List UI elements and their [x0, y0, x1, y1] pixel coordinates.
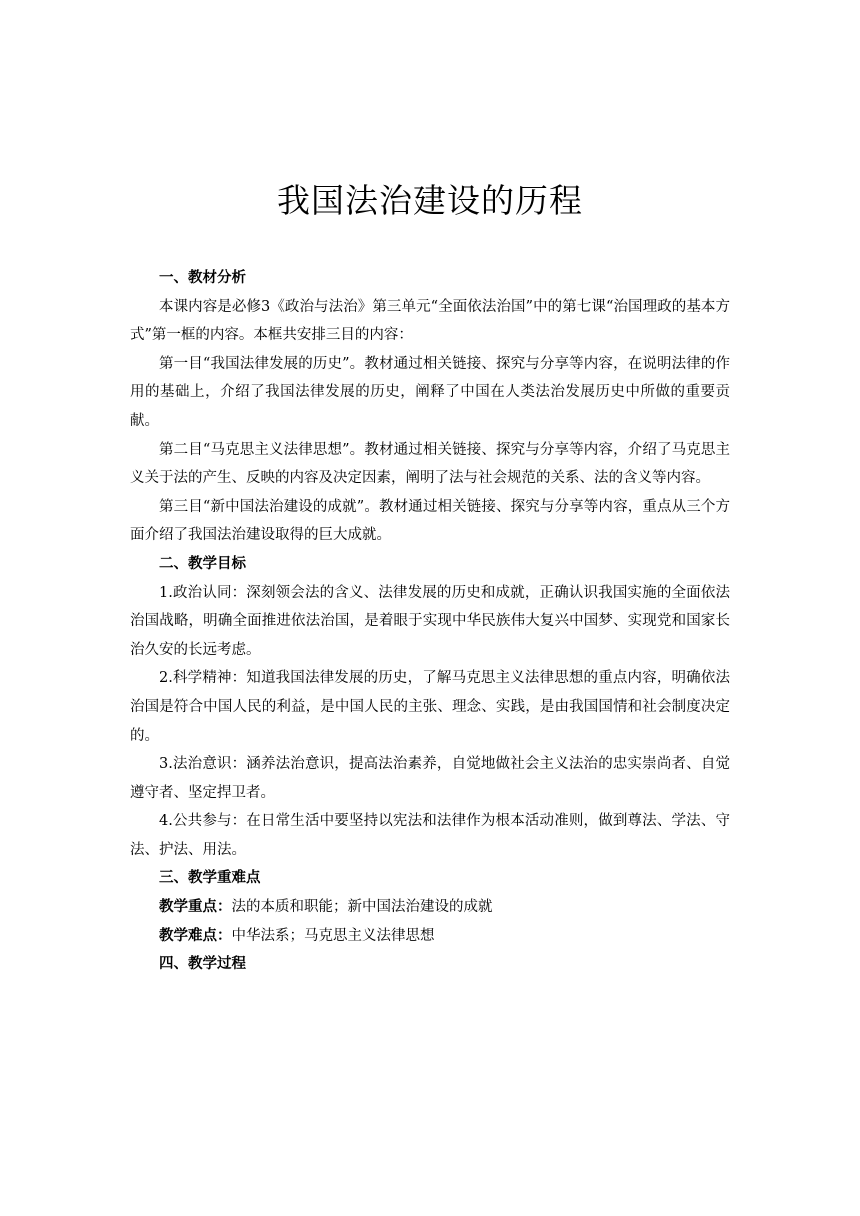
- difficult-point-label: 教学难点：: [159, 927, 232, 944]
- section-heading-teaching-goals: 二、教学目标: [159, 555, 246, 572]
- paragraph: 本课内容是必修3《政治与法治》第三单元“全面依法治国”中的第七课“治国理政的基本方式”第一框的内容。本框共安排三目的内容：: [130, 298, 730, 344]
- difficult-point-text: 中华法系；马克思主义法律思想: [231, 927, 435, 944]
- document-title: 我国法治建设的历程: [277, 181, 583, 220]
- difficult-point-paragraph: [130, 922, 730, 951]
- key-point-text: 法的本质和职能；新中国法治建设的成就: [231, 899, 493, 916]
- paragraph: 2.科学精神：知道我国法律发展的历史，了解马克思主义法律思想的重点内容，明确依法治国是符合中国人民的利益，是中国人民的主张、理念、实践，是由我国国情和社会制度决定的。: [130, 670, 730, 744]
- section-heading-teaching-process: 四、教学过程: [159, 956, 246, 973]
- paragraph: 4.公共参与：在日常生活中要坚持以宪法和法律作为根本活动准则，做到尊法、学法、守法、护法、用法。: [130, 813, 730, 858]
- paragraph: 第二目“马克思主义法律思想”。教材通过相关链接、探究与分享等内容，介绍了马克思主义关于法的产生、反映的内容及决定因素，阐明了法与社会规范的关系、法的含义等内容。: [130, 441, 730, 487]
- paragraph: 3.法治意识：涵养法治意识，提高法治素养，自觉地做社会主义法治的忠实崇尚者、自觉遵守者、坚定捍卫者。: [130, 756, 730, 801]
- paragraph: 第一目“我国法律发展的历史”。教材通过相关链接、探究与分享等内容，在说明法律的作用的基础上，介绍了我国法律发展的历史，阐释了中国在人类法治发展历史中所做的重要贡献。: [130, 355, 730, 429]
- section-heading-key-difficult-points: 三、教学重难点: [159, 870, 261, 887]
- section-heading-textbook-analysis: 一、教材分析: [159, 270, 246, 286]
- document-body: [130, 264, 730, 979]
- paragraph: 第三目“新中国法治建设的成就”。教材通过相关链接、探究与分享等内容，重点从三个方面介绍了我国法治建设取得的巨大成就。: [130, 498, 730, 544]
- key-point-label: 教学重点：: [159, 899, 232, 916]
- paragraph: 1.政治认同：深刻领会法的含义、法律发展的历史和成就，正确认识我国实施的全面依法治国战略，明确全面推进依法治国，是着眼于实现中华民族伟大复兴中国梦、实现党和国家长治久安的长远考虑。: [130, 584, 730, 658]
- key-point-paragraph: [130, 893, 730, 922]
